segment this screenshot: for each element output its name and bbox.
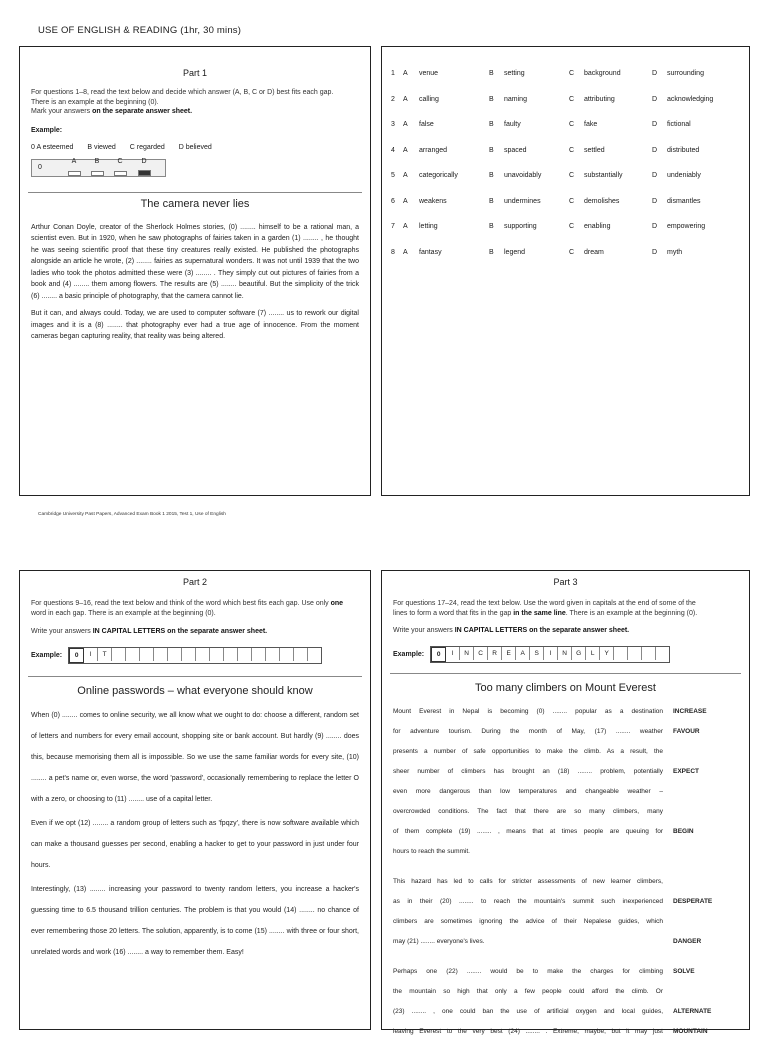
text-line <box>393 722 749 742</box>
instruction-bold: in the same line <box>513 609 566 617</box>
option-word: enabling <box>584 223 611 230</box>
instruction-text: Write your answers <box>31 628 93 635</box>
text-line <box>393 822 749 842</box>
key-word: ALTERNATE <box>673 1007 712 1015</box>
line-text: as in their (20) ........ to reach the mountain's summit such inexperienced <box>393 897 663 905</box>
example-letter-cell <box>642 647 656 660</box>
example-letter-cell: R <box>488 647 502 660</box>
grid-letter: A <box>71 157 77 165</box>
divider <box>28 676 362 677</box>
line-text: (23) ........ , one could ban the use of artificial oxygen and local guides, <box>393 1007 663 1015</box>
example-letter-cell: A <box>516 647 530 660</box>
divider <box>28 192 362 193</box>
option-word: fake <box>584 121 598 128</box>
paragraph: When (0) ........ comes to online security, we all know what we ought to do: choose a different, random set of letters and numbers for every email account, shopping site or bank account. But hardly (9) ........ does this, because memorising them all is impossible. So we use the same familiar words for every site, (10) ........ a pet's name or, even worse, the word 'password', occasionally remembering to replace the letter O with a zero, or choosing to (11) ........ use of a capital letter. <box>31 711 359 803</box>
part3-panel <box>381 570 750 1035</box>
instruction-text: Mark your answers <box>31 108 93 115</box>
text-line <box>393 842 749 862</box>
paragraph: Arthur Conan Doyle, creator of the Sherlock Holmes stories, (0) ........ himself to be a rational man, a scientist even. But in 1920, when he saw photographs of fairies taken in a garden (1) ........ , he thought he was seeing scientific proof that these tiny creatures really existed. He published the photographs alongside an article he wrote, (2) ........ fairies as supernatural wonders. It was not until 1939 that the two ladies who took the photos admitted these were (3) ........ . They simply cut out pictures of fairies from a book and (4) ........ them among flowers. The results are (5) ........ beautiful. But the simplicity of the trick (6) ........ a basic principle of photography, that the camera cannot lie. <box>31 223 359 300</box>
text-line <box>393 762 749 782</box>
instruction-line <box>31 107 359 117</box>
question-number: 2 <box>391 95 395 103</box>
line-text: presents a number of safe opportunities to make the climb. As a result, the <box>393 747 663 755</box>
option-letter: D <box>652 70 658 77</box>
example-letter-cell: I <box>84 648 98 661</box>
option-word: fantasy <box>419 248 442 256</box>
example-option: C regarded <box>129 143 165 151</box>
example-letter-cell <box>614 647 628 660</box>
option-letter: B <box>489 197 494 205</box>
example-letter-cell <box>168 648 182 661</box>
line-text: even more dangerous than low temperatures and changeable weather – <box>393 787 663 795</box>
key-word: INCREASE <box>673 707 707 715</box>
grid-letter: C <box>117 157 123 165</box>
line-text: sheer number of climbers has brought an (18) ........ problem, potentially <box>393 767 663 775</box>
page-header: USE OF ENGLISH & READING (1hr, 30 mins) <box>38 25 242 36</box>
line-text: leaving Everest to the very best (24) ........ . Extreme, maybe, but it may just <box>393 1027 663 1035</box>
grid-box <box>114 171 127 176</box>
example-cells <box>68 647 322 664</box>
example-letter-cell: L <box>586 647 600 660</box>
option-letter: B <box>489 172 494 179</box>
example-letter-cell <box>196 648 210 661</box>
key-word: BEGIN <box>673 827 694 835</box>
line-text: for adventure tourism. During the month of May, (17) ........ weather <box>393 727 663 735</box>
example-label: Example: <box>393 650 425 658</box>
example-letter-cell <box>266 648 280 661</box>
line-text: overcrowded conditions. The fact that there are so many climbers, many <box>393 807 663 815</box>
option-letter: A <box>403 197 408 205</box>
option-letter: B <box>489 248 494 256</box>
option-word: surrounding <box>667 70 704 77</box>
grid-box <box>91 171 104 176</box>
grid-letter: B <box>94 157 100 165</box>
example-cells <box>430 646 670 663</box>
text-line <box>393 912 749 932</box>
grid-number: 0 <box>38 163 42 171</box>
option-letter: B <box>489 95 494 103</box>
option-word: undeniably <box>667 172 701 179</box>
question-number: 6 <box>391 197 395 205</box>
option-word: naming <box>504 95 527 103</box>
option-word: settled <box>584 146 605 154</box>
part1-questions-panel <box>381 46 750 496</box>
option-word: unavoidably <box>504 172 542 179</box>
example-letter-cell: I <box>544 647 558 660</box>
option-letter: B <box>489 223 494 230</box>
example-letter-cell <box>280 648 294 661</box>
text-line <box>393 982 749 1002</box>
option-word: dismantles <box>667 197 701 205</box>
option-letter: B <box>489 146 494 154</box>
text-line <box>393 702 749 722</box>
text-line <box>393 802 749 822</box>
part3-title: Part 3 <box>553 577 578 587</box>
example-label: Example: <box>31 126 63 134</box>
text-line <box>393 872 749 892</box>
instruction-text: For questions 9–16, read the text below and think of the word which best fits each gap. Use only <box>31 600 331 607</box>
option-letter: B <box>489 70 494 77</box>
option-word: weakens <box>419 197 447 205</box>
question-number: 7 <box>391 223 395 230</box>
text-line <box>393 782 749 802</box>
option-letter: C <box>569 223 575 230</box>
option-letter: B <box>489 121 494 128</box>
option-word: faulty <box>504 121 521 128</box>
example-letter-cell: E <box>502 647 516 660</box>
example-letter-cell: T <box>98 648 112 661</box>
example-option: D believed <box>178 143 212 151</box>
example-number-cell: 0 <box>69 648 84 663</box>
line-text: hours to reach the summit. <box>393 847 470 855</box>
text-line <box>393 742 749 762</box>
part1-panel <box>19 46 371 496</box>
instruction-text: . There is an example at the beginning (0). <box>565 609 698 617</box>
part3-write-instruction <box>393 626 738 636</box>
option-letter: A <box>403 121 408 128</box>
grid-box <box>68 171 81 176</box>
option-letter: A <box>403 172 408 179</box>
key-word: EXPECT <box>673 767 700 775</box>
paragraph: Even if we opt (12) ........ a random group of letters such as 'fpqzy', there is now software available which can make a thousand guesses per second, enabling a hacker to get to your password in just under four hours. <box>31 819 359 869</box>
part2-panel <box>19 570 371 1030</box>
example-number-cell: 0 <box>431 647 446 662</box>
option-word: arranged <box>419 146 448 154</box>
example-letter-cell: N <box>460 647 474 660</box>
divider <box>390 673 741 674</box>
example-label: Example: <box>31 651 63 659</box>
option-word: letting <box>419 223 438 230</box>
question-number: 8 <box>391 248 395 256</box>
source-footer: Cambridge University Past Papers, Advanced Exam Book 1 2015, Test 1, Use of English <box>38 512 226 517</box>
paragraph-gap <box>393 862 749 872</box>
key-word: DANGER <box>673 937 702 945</box>
option-letter: C <box>569 248 575 256</box>
example-letter-cell <box>252 648 266 661</box>
example-letter-cell <box>238 648 252 661</box>
option-letter: C <box>569 172 575 179</box>
text-line <box>393 892 749 912</box>
example-letter-cell <box>210 648 224 661</box>
example-letter-cell: Y <box>600 647 614 660</box>
part1-text <box>31 222 359 343</box>
question-number: 3 <box>391 121 395 128</box>
text-line <box>393 932 749 952</box>
text-line <box>393 962 749 982</box>
key-word: MOUNTAIN <box>673 1027 708 1035</box>
example-letter-cell <box>628 647 642 660</box>
instruction-line <box>393 609 738 619</box>
option-letter: A <box>403 146 408 154</box>
instruction-text: lines to form a word that fits in the gap <box>393 609 514 617</box>
option-word: myth <box>667 248 683 256</box>
example-letter-cell <box>656 647 669 660</box>
line-text: This hazard has led to calls for stricter assessments of new learner climbers, <box>393 877 663 885</box>
option-letter: C <box>569 95 575 103</box>
example-letter-cell: N <box>558 647 572 660</box>
option-letter: D <box>652 95 658 103</box>
instruction-text: Write your answers <box>393 627 455 634</box>
option-word: calling <box>419 95 439 103</box>
example-letter-cell: I <box>446 647 460 660</box>
option-word: supporting <box>504 223 537 230</box>
option-word: substantially <box>584 172 623 179</box>
option-word: legend <box>504 248 526 256</box>
example-letter-cell: G <box>572 647 586 660</box>
example-answer-grid <box>31 159 166 177</box>
key-word: FAVOUR <box>673 727 700 735</box>
example-option: 0 A esteemed <box>31 143 74 151</box>
part3-text <box>393 702 749 1042</box>
option-word: fictional <box>667 121 691 128</box>
paragraph: But it can, and always could. Today, we are used to computer software (7) ........ us to rework our digital images and it is a (8) ........ that photography ever had a true age of innocence. From the moment cameras began capturing reality, that reality was being altered. <box>31 310 359 340</box>
grid-letter: D <box>141 157 147 165</box>
example-letter-cell <box>126 648 140 661</box>
instruction-line: For questions 1–8, read the text below and decide which answer (A, B, C or D) best fits each gap. <box>31 89 334 96</box>
line-text: Perhaps one (22) ........ would be to make the charges for climbing <box>393 967 663 975</box>
line-text: of them complete (19) ........ , means that at times people are queuing for <box>393 827 663 835</box>
instruction-bold: one <box>330 600 344 607</box>
question-number: 1 <box>391 70 395 77</box>
option-word: distributed <box>667 146 700 154</box>
option-word: undermines <box>504 197 541 205</box>
option-letter: C <box>569 121 575 128</box>
part1-instructions <box>31 88 359 117</box>
option-word: background <box>584 70 621 77</box>
part3-example <box>393 646 738 663</box>
example-letter-cell <box>294 648 308 661</box>
instruction-bold: IN CAPITAL LETTERS on the separate answer sheet. <box>92 628 268 635</box>
option-letter: D <box>652 223 658 230</box>
part2-title: Part 2 <box>182 577 207 587</box>
part2-example <box>31 647 359 664</box>
key-word: DESPERATE <box>673 897 713 905</box>
option-letter: D <box>652 197 658 205</box>
option-word: acknowledging <box>667 95 714 103</box>
example-letter-cell <box>140 648 154 661</box>
line-text: may (21) ........ everyone's lives. <box>393 937 485 945</box>
option-letter: D <box>652 172 658 179</box>
instruction-line: There is an example at the beginning (0). <box>31 98 159 106</box>
question-number: 4 <box>391 146 395 154</box>
part3-instructions <box>393 599 738 618</box>
option-word: dream <box>584 248 604 256</box>
option-letter: C <box>569 70 575 77</box>
line-text: climbers are sometimes ignoring the advice of their Nepalese guides, which <box>393 917 663 925</box>
part2-text <box>31 705 359 963</box>
text-line <box>393 1002 749 1022</box>
option-letter: D <box>652 121 658 128</box>
example-option: B viewed <box>87 143 116 151</box>
grid-box-selected <box>138 170 151 176</box>
line-text: Mount Everest in Nepal is becoming (0) ........ popular as a destination <box>393 707 663 715</box>
text-line <box>393 1022 749 1042</box>
instruction-line: For questions 17–24, read the text below. Use the word given in capitals at the end of some of the <box>393 600 696 607</box>
option-letter: D <box>652 146 658 154</box>
example-letter-cell <box>112 648 126 661</box>
instruction-bold: IN CAPITAL LETTERS on the separate answer sheet. <box>454 627 630 634</box>
part2-instructions <box>31 599 359 618</box>
paragraph-gap <box>393 952 749 962</box>
option-word: spaced <box>504 146 527 154</box>
line-text: the mountain so high that only a few people could afford the climb. Or <box>393 987 663 995</box>
option-letter: A <box>403 248 408 256</box>
example-letter-cell <box>224 648 238 661</box>
option-letter: C <box>569 146 575 154</box>
example-options <box>31 144 359 151</box>
key-word: SOLVE <box>673 967 695 975</box>
part3-text-title: Too many climbers on Mount Everest <box>475 681 656 694</box>
option-letter: D <box>652 248 658 256</box>
instruction-bold: on the separate answer sheet. <box>92 108 193 115</box>
part1-title: Part 1 <box>182 68 207 78</box>
option-word: attributing <box>584 95 615 103</box>
example-letter-cell <box>154 648 168 661</box>
example-letter-cell: S <box>530 647 544 660</box>
part1-text-title: The camera never lies <box>140 197 250 210</box>
instruction-text: word in each gap. There is an example at the beginning (0). <box>31 609 216 617</box>
example-letter-cell: C <box>474 647 488 660</box>
example-letter-cell <box>182 648 196 661</box>
part2-write-instruction <box>31 627 359 637</box>
option-word: categorically <box>419 172 458 179</box>
question-number: 5 <box>391 172 395 179</box>
option-letter: A <box>403 223 408 230</box>
option-letter: C <box>569 197 575 205</box>
paragraph: Interestingly, (13) ........ increasing your password to twenty random letters, you increase a hacker's guessing time to 6.5 thousand trillion centuries. The problem is that you would (14) ........ no chance of ever remembering those 20 letters. The solution, apparently, is to come (15) ........ with three or four short, unrelated words and work (16) ........ a way to remember them. Easy! <box>31 885 359 956</box>
example-letter-cell <box>308 648 321 661</box>
option-word: demolishes <box>584 197 620 205</box>
option-letter: A <box>403 70 408 77</box>
option-word: empowering <box>667 223 706 230</box>
option-letter: A <box>403 95 408 103</box>
option-word: setting <box>504 70 525 77</box>
option-word: false <box>419 121 434 128</box>
option-word: venue <box>419 70 439 77</box>
part2-text-title: Online passwords – what everyone should know <box>77 684 313 697</box>
